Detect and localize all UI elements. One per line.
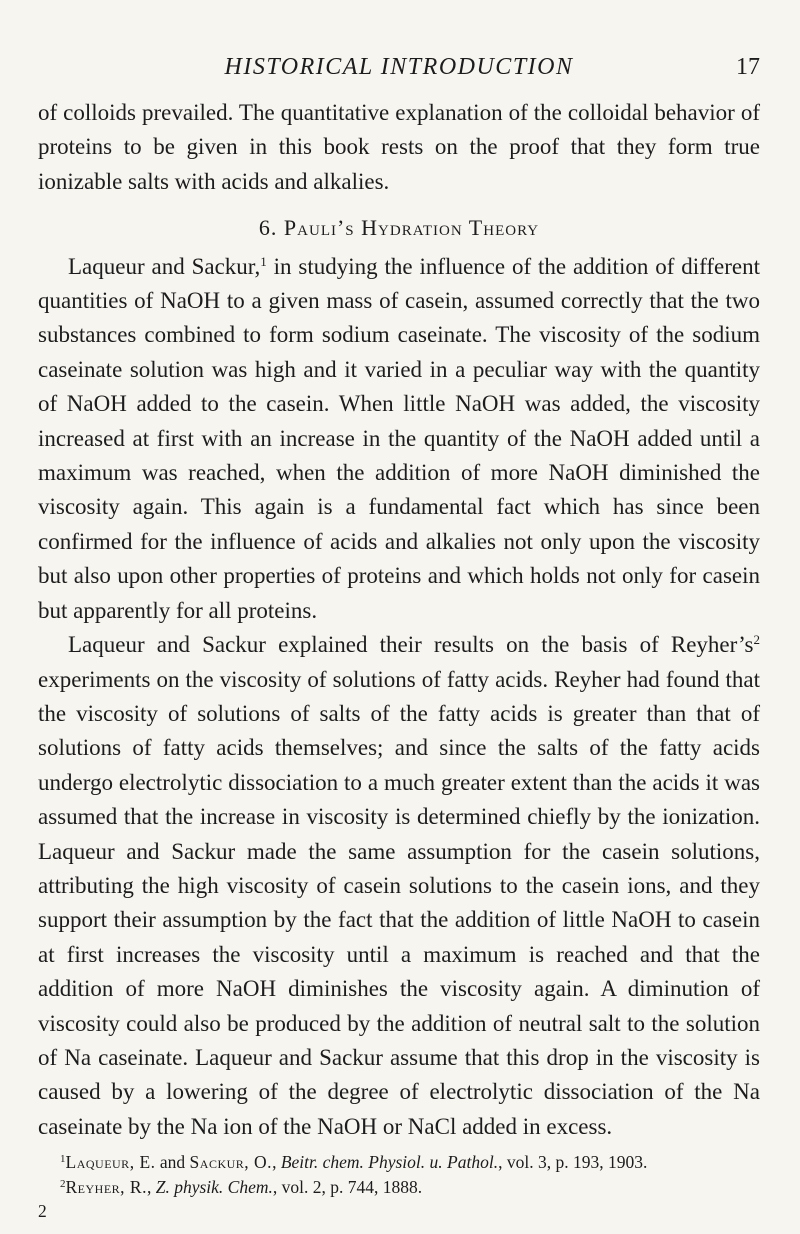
paragraph-lead: Laqueur and Sackur explained their results on the basis of Reyher’s (68, 632, 754, 658)
section-heading (38, 211, 760, 245)
footnote-separator: , (146, 1177, 156, 1198)
footnote-author: Sackur, O. (189, 1152, 273, 1173)
footnote-separator: , (272, 1152, 281, 1173)
signature-mark: 2 (38, 1201, 47, 1222)
paragraph-lead: Laqueur and Sackur, (68, 253, 261, 279)
footnote-author: Reyher, R. (65, 1177, 147, 1198)
footnote-mark: 1 (60, 1153, 66, 1166)
running-head (38, 54, 760, 84)
section-number: 6. (258, 215, 278, 241)
paragraph-reyher (38, 628, 760, 1144)
running-title: HISTORICAL INTRODUCTION (224, 54, 574, 80)
footnote-mark: 2 (60, 1178, 66, 1191)
footnote-journal: Beitr. chem. Physiol. u. Pathol. (280, 1152, 499, 1173)
footnote-joiner: and (155, 1152, 190, 1173)
footnote-2 (38, 1175, 760, 1200)
footnotes (38, 1150, 760, 1222)
paragraph-continuation: of colloids prevailed. The quantitative explanation of the colloidal behavior of proteins to be given in this book rests on the proof that they form true ionizable salts with acids and alkalies. (38, 100, 760, 194)
paragraph-rest: in studying the influence of the addition of different quantities of NaOH to a given mass of casein, assumed correctly that the two substances combined to form sodium caseinate. The viscosity of the sodium caseinate solution was high and it varied in a peculiar way with the quantity of NaOH added to the casein. When little NaOH was added, the viscosity increased at first with an increase in the quantity of the NaOH added until a maximum was reached, when the addition of more NaOH diminished the viscosity again. This again is a fundamental fact which has since been confirmed for the influence of acids and alkalies not only upon the viscosity but also upon other properties of proteins and which holds not only for casein but apparently for all proteins. (38, 253, 760, 623)
footnote-journal: Z. physik. Chem. (155, 1177, 273, 1198)
body-text (38, 96, 760, 1222)
footnote-details: , vol. 3, p. 193, 1903. (498, 1152, 648, 1173)
footnote-author: Laqueur, E. (65, 1152, 156, 1173)
footnote-1 (38, 1150, 760, 1175)
page-number: 17 (736, 54, 760, 80)
paragraph-laqueur-sackur (38, 250, 760, 628)
footnote-ref-1: 1 (260, 253, 267, 269)
footnote-details: , vol. 2, p. 744, 1888. (272, 1177, 423, 1198)
footnote-ref-2: 2 (753, 632, 760, 648)
section-title: Pauli’s Hydration Theory (283, 215, 540, 241)
paragraph-rest: experiments on the viscosity of solutions of fatty acids. Reyher had found that the viscosity of solutions of salts of the fatty acids is greater than that of solutions of fatty acids themselves; and since the salts of the fatty acids undergo electrolytic dissociation to a much greater extent than the acids it was assumed that the increase in viscosity is determined chiefly by the ionization. Laqueur and Sackur made the same assumption for the casein solutions, attributing the high viscosity of casein solutions to the casein ions, and they support their assumption by the fact that the addition of little NaOH to casein at first increases the viscosity until a maximum is reached and that the addition of more NaOH diminishes the viscosity again. A diminution of viscosity could also be produced by the addition of neutral salt to the solution of Na caseinate. Laqueur and Sackur assume that this drop in the viscosity is caused by a lowering of the degree of electrolytic dissociation of the Na caseinate by the Na ion of the NaOH or NaCl added in excess. (38, 666, 760, 1139)
